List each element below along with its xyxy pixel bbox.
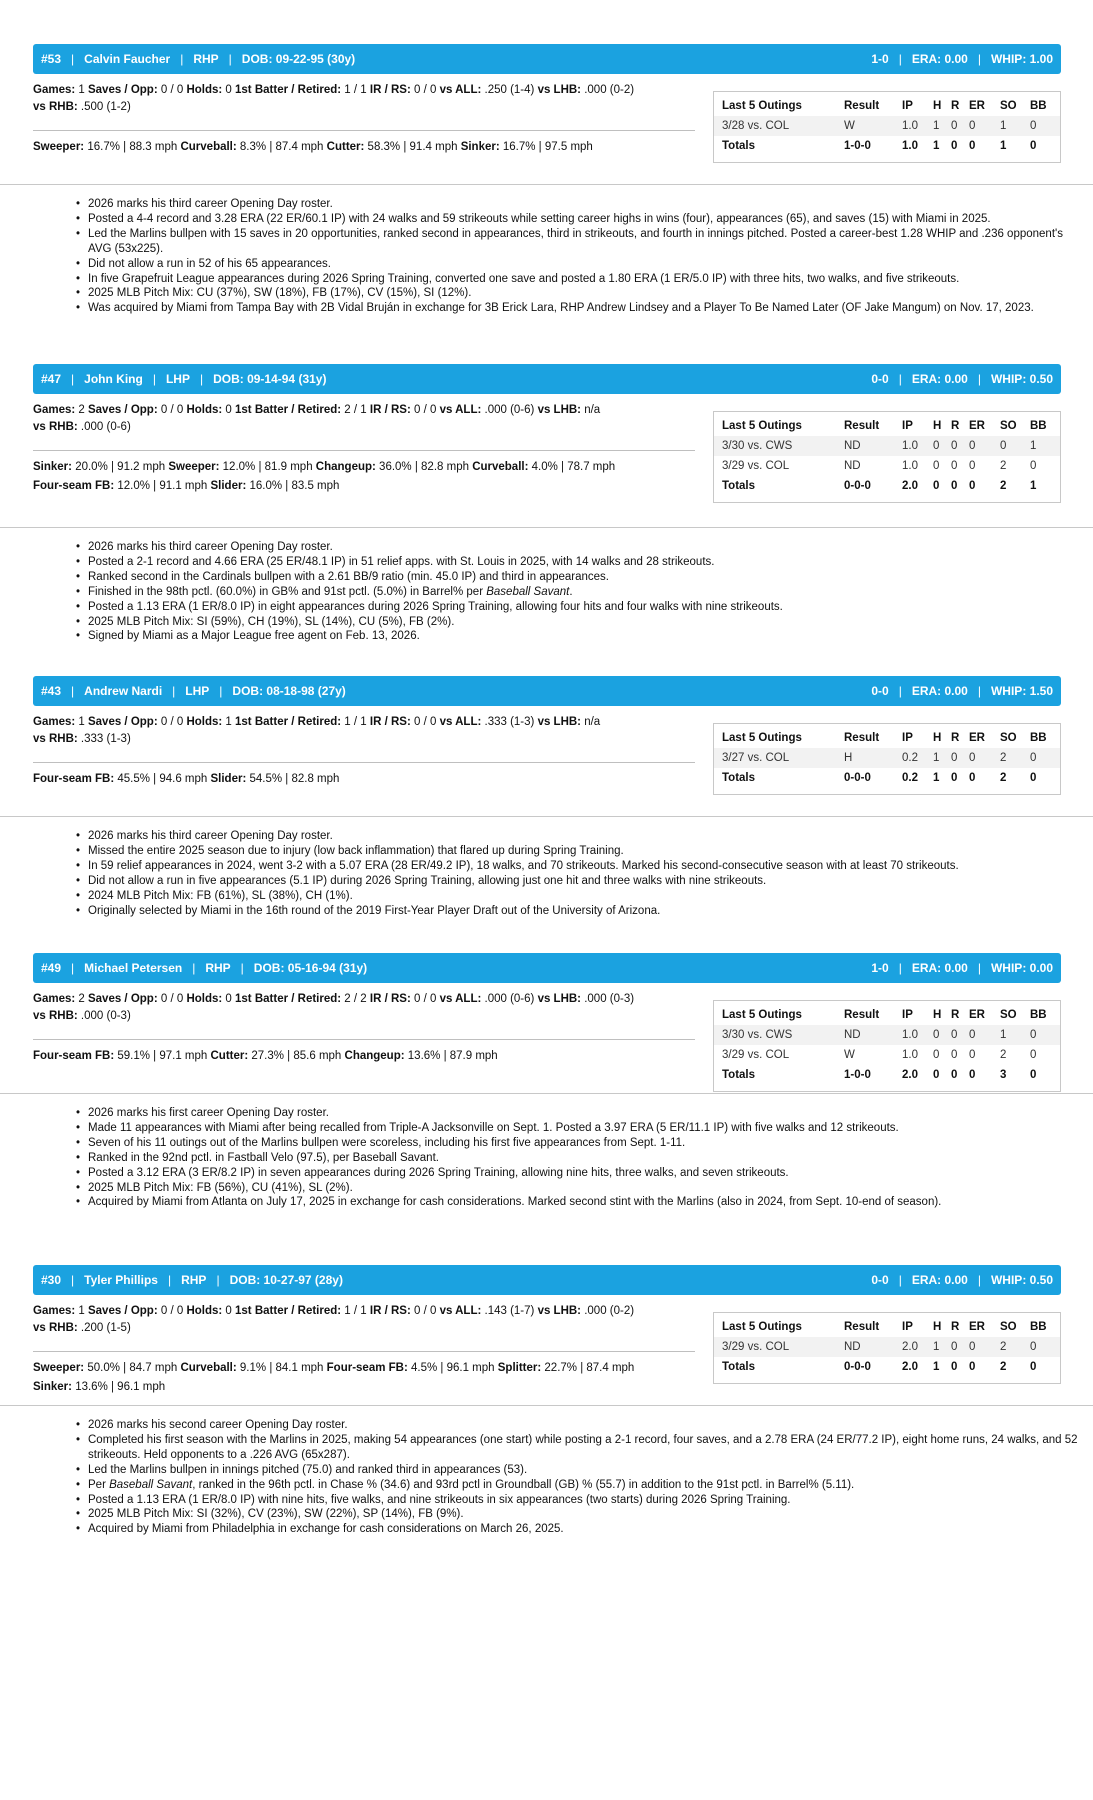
outing-result: ND	[844, 1029, 861, 1041]
note-item: • Made 11 appearances with Miami after being recalled from Triple-A Jacksonville on Sept. 1. Posted a 3.97 ERA (5 ER/11.1 IP) with five walks and 12 strikeouts.	[88, 1121, 1078, 1136]
totals-bb: 0	[1030, 772, 1037, 784]
outing-ip: 1.0	[902, 1049, 918, 1061]
player-season-line	[871, 676, 1053, 706]
section-rule	[33, 1039, 695, 1040]
note-item: • Posted a 2-1 record and 4.66 ERA (25 ER/48.1 IP) in 51 relief apps. with St. Louis in 2025, with 14 walks and 28 strikeouts.	[88, 555, 1078, 570]
player-throws: RHP	[181, 1273, 207, 1287]
col-r: R	[951, 1009, 960, 1021]
col-result: Result	[844, 732, 880, 744]
outing-er: 0	[969, 752, 976, 764]
outing-er: 0	[969, 440, 976, 452]
pitch-mix-stats: Sweeper: 16.7% | 88.3 mph Curveball: 8.3% | 87.4 mph Cutter: 58.3% | 91.4 mph Sinker: 16.7% | 97.5 mph	[33, 141, 593, 153]
note-item: • Was acquired by Miami from Tampa Bay with 2B Vidal Bruján in exchange for 3B Erick Lara, RHP Andrew Lindsey and a Player To Be Named Later (OF Jake Mangum) on Nov. 17, 2023.	[88, 301, 1078, 316]
note-item: • Acquired by Miami from Atlanta on July 17, 2025 in exchange for cash considerations. Marked second stint with the Marlins (also in 2024, from Sept. 10-end of season).	[88, 1195, 1078, 1210]
note-item: • In 59 relief appearances in 2024, went 3-2 with a 5.07 ERA (28 ER/49.2 IP), 18 walks, and 70 strikeouts. Marked his second-consecutive season with at least 70 strikeouts.	[88, 859, 1078, 874]
note-item: • 2026 marks his third career Opening Day roster.	[88, 829, 1078, 844]
col-h: H	[933, 1009, 942, 1021]
pitch-mix-stats: Sinker: 20.0% | 91.2 mph Sweeper: 12.0% | 81.9 mph Changeup: 36.0% | 82.8 mph Curveball: 4.0% | 78.7 mph Four-seam FB: 12.0% | 91.1 mph Slider: 16.0% | 83.5 mph	[33, 461, 616, 492]
separator: |	[898, 372, 902, 386]
col-so: SO	[1000, 100, 1017, 112]
pitch-mix-stats: Four-seam FB: 45.5% | 94.6 mph Slider: 54.5% | 82.8 mph	[33, 773, 340, 785]
totals-ip: 2.0	[902, 1069, 918, 1081]
player-era: ERA: 0.00	[911, 961, 968, 975]
totals-bb: 0	[1030, 140, 1037, 152]
section-rule	[33, 1351, 695, 1352]
player-notes-list	[88, 829, 1078, 918]
col-er: ER	[969, 732, 985, 744]
totals-r: 0	[951, 1361, 958, 1373]
player-throws: RHP	[193, 52, 219, 66]
separator: |	[71, 1273, 75, 1287]
split-stats: Games: 1 Saves / Opp: 0 / 0 Holds: 1 1st Batter / Retired: 1 / 1 IR / RS: 0 / 0 vs ALL: .333 (1-3) vs LHB: n/a vs RHB: .333 (1-3)	[33, 716, 601, 745]
player-dob: DOB: 09-22-95 (30y)	[241, 52, 356, 66]
player-record: 1-0	[871, 961, 889, 975]
player-era: ERA: 0.00	[911, 372, 968, 386]
col-ip: IP	[902, 100, 913, 112]
separator: |	[219, 684, 223, 698]
pitch-mix-stats: Four-seam FB: 59.1% | 97.1 mph Cutter: 27.3% | 85.6 mph Changeup: 13.6% | 87.9 mph	[33, 1050, 498, 1062]
totals-h: 1	[933, 1361, 940, 1373]
note-item: • 2026 marks his third career Opening Day roster.	[88, 197, 1078, 212]
totals-bb: 0	[1030, 1069, 1037, 1081]
player-whip: WHIP: 1.50	[990, 684, 1053, 698]
separator: |	[228, 52, 232, 66]
table-row	[714, 1337, 1060, 1357]
last-5-outings-table	[713, 723, 1061, 795]
outing-ip: 1.0	[902, 1029, 918, 1041]
totals-result: 0-0-0	[844, 1361, 871, 1373]
col-bb: BB	[1030, 732, 1047, 744]
note-item: • Acquired by Miami from Philadelphia in exchange for cash considerations on March 26, 2025.	[88, 1522, 1078, 1537]
outing-game: 3/30 vs. CWS	[722, 440, 793, 452]
col-ip: IP	[902, 1321, 913, 1333]
col-r: R	[951, 1321, 960, 1333]
outing-h: 1	[933, 752, 940, 764]
outing-er: 0	[969, 1049, 976, 1061]
player-notes-list	[88, 197, 1078, 316]
note-item: • Completed his first season with the Marlins in 2025, making 54 appearances (one start) while posting a 2-1 record, four saves, and a 2.78 ERA (24 ER/77.2 IP), eight home runs, 24 walks, and 52 strikeouts. Held opponents to a .226 AVG (65x287).	[88, 1433, 1078, 1463]
col-so: SO	[1000, 732, 1017, 744]
totals-label: Totals	[722, 480, 756, 492]
totals-result: 1-0-0	[844, 1069, 871, 1081]
note-item: • Did not allow a run in five appearances (5.1 IP) during 2026 Spring Training, allowing just one hit and three walks with nine strikeouts.	[88, 874, 1078, 889]
note-item: • Per Baseball Savant, ranked in the 96th pctl. in Chase % (34.6) and 93rd pctl in Groundball (GB) % (55.7) in addition to the 91st pctl. in Barrel% (5.11).	[88, 1478, 1078, 1493]
col-ip: IP	[902, 1009, 913, 1021]
outing-r: 0	[951, 752, 958, 764]
totals-label: Totals	[722, 1361, 756, 1373]
player-dob: DOB: 10-27-97 (28y)	[229, 1273, 343, 1287]
note-item: • Led the Marlins bullpen in innings pitched (75.0) and ranked third in appearances (53).	[88, 1463, 1078, 1478]
totals-r: 0	[951, 1069, 958, 1081]
split-stats: Games: 2 Saves / Opp: 0 / 0 Holds: 0 1st Batter / Retired: 2 / 2 IR / RS: 0 / 0 vs ALL: .000 (0-6) vs LHB: .000 (0-3) vs RHB: .000 (0-3)	[33, 993, 635, 1022]
split-stats: Games: 1 Saves / Opp: 0 / 0 Holds: 0 1st Batter / Retired: 1 / 1 IR / RS: 0 / 0 vs ALL: .250 (1-4) vs LHB: .000 (0-2) vs RHB: .500 (1-2)	[33, 84, 635, 113]
player-throws: LHP	[165, 372, 190, 386]
col-result: Result	[844, 1321, 880, 1333]
totals-er: 0	[969, 1361, 976, 1373]
table-header-row	[714, 416, 1060, 436]
table-header-row	[714, 1005, 1060, 1025]
separator: |	[898, 961, 902, 975]
outing-result: W	[844, 1049, 855, 1061]
note-item: • Signed by Miami as a Major League free agent on Feb. 13, 2026.	[88, 629, 1078, 644]
player-number: #53	[41, 52, 62, 66]
player-whip: WHIP: 0.50	[990, 372, 1053, 386]
outing-game: 3/27 vs. COL	[722, 752, 790, 764]
note-item: • Ranked second in the Cardinals bullpen with a 2.61 BB/9 ratio (min. 45.0 IP) and third in appearances.	[88, 570, 1078, 585]
player-name: Michael Petersen	[84, 961, 183, 975]
outing-bb: 0	[1030, 1341, 1037, 1353]
totals-er: 0	[969, 480, 976, 492]
note-item: • Originally selected by Miami in the 16th round of the 2019 First-Year Player Draft out of the University of Arizona.	[88, 904, 1078, 919]
player-identity	[41, 1265, 343, 1295]
col-outings: Last 5 Outings	[722, 420, 802, 432]
separator: |	[71, 961, 75, 975]
player-header-bar	[33, 676, 1061, 706]
note-item: • 2026 marks his first career Opening Day roster.	[88, 1106, 1078, 1121]
outing-bb: 1	[1030, 440, 1037, 452]
col-r: R	[951, 732, 960, 744]
separator: |	[977, 52, 981, 66]
outing-so: 1	[1000, 120, 1007, 132]
outing-er: 0	[969, 1029, 976, 1041]
col-so: SO	[1000, 420, 1017, 432]
note-item: • Did not allow a run in 52 of his 65 appearances.	[88, 257, 1078, 272]
player-name: Calvin Faucher	[84, 52, 171, 66]
player-header-bar	[33, 953, 1061, 983]
outing-ip: 1.0	[902, 440, 918, 452]
outing-er: 0	[969, 1341, 976, 1353]
note-item: • 2024 MLB Pitch Mix: FB (61%), SL (38%), CH (1%).	[88, 889, 1078, 904]
col-er: ER	[969, 420, 985, 432]
col-result: Result	[844, 420, 880, 432]
col-er: ER	[969, 100, 985, 112]
section-rule	[33, 450, 695, 451]
player-throws: RHP	[205, 961, 231, 975]
outing-r: 0	[951, 460, 958, 472]
col-result: Result	[844, 100, 880, 112]
totals-ip: 1.0	[902, 140, 918, 152]
totals-so: 3	[1000, 1069, 1007, 1081]
totals-h: 0	[933, 1069, 940, 1081]
outing-h: 0	[933, 1029, 940, 1041]
outing-h: 0	[933, 460, 940, 472]
col-h: H	[933, 1321, 942, 1333]
totals-er: 0	[969, 772, 976, 784]
totals-label: Totals	[722, 1069, 756, 1081]
col-so: SO	[1000, 1009, 1017, 1021]
col-ip: IP	[902, 420, 913, 432]
table-row	[714, 748, 1060, 768]
col-h: H	[933, 420, 942, 432]
outing-game: 3/29 vs. COL	[722, 460, 790, 472]
totals-row	[714, 476, 1060, 496]
outing-result: H	[844, 752, 853, 764]
col-h: H	[933, 732, 942, 744]
totals-label: Totals	[722, 140, 756, 152]
totals-h: 1	[933, 140, 940, 152]
outing-h: 1	[933, 1341, 940, 1353]
col-ip: IP	[902, 732, 913, 744]
totals-row	[714, 136, 1060, 156]
col-result: Result	[844, 1009, 880, 1021]
player-number: #49	[41, 961, 62, 975]
totals-ip: 2.0	[902, 1361, 918, 1373]
player-notes-list	[88, 1106, 1078, 1210]
player-record: 0-0	[871, 684, 889, 698]
outing-h: 0	[933, 440, 940, 452]
player-identity	[41, 44, 355, 74]
player-season-line	[871, 953, 1053, 983]
separator: |	[977, 961, 981, 975]
last-5-outings-table	[713, 411, 1061, 503]
outing-r: 0	[951, 440, 958, 452]
player-record: 0-0	[871, 372, 889, 386]
col-er: ER	[969, 1321, 985, 1333]
player-whip: WHIP: 0.00	[990, 961, 1053, 975]
totals-so: 2	[1000, 772, 1007, 784]
player-identity	[41, 676, 346, 706]
col-bb: BB	[1030, 100, 1047, 112]
separator: |	[977, 684, 981, 698]
player-name: Andrew Nardi	[84, 684, 163, 698]
section-divider	[0, 527, 1093, 528]
note-item: • 2026 marks his third career Opening Day roster.	[88, 540, 1078, 555]
col-bb: BB	[1030, 1009, 1047, 1021]
outing-so: 2	[1000, 752, 1007, 764]
col-bb: BB	[1030, 1321, 1047, 1333]
player-record: 0-0	[871, 1273, 889, 1287]
outing-h: 0	[933, 1049, 940, 1061]
col-outings: Last 5 Outings	[722, 1321, 802, 1333]
note-item: • Finished in the 98th pctl. (60.0%) in GB% and 91st pctl. (5.0%) in Barrel% per Baseball Savant.	[88, 585, 1078, 600]
totals-ip: 2.0	[902, 480, 918, 492]
note-item: • In five Grapefruit League appearances during 2026 Spring Training, converted one save and posted a 1.80 ERA (1 ER/5.0 IP) with three hits, two walks, and five strikeouts.	[88, 272, 1078, 287]
outing-game: 3/29 vs. COL	[722, 1049, 790, 1061]
outing-h: 1	[933, 120, 940, 132]
player-notes-list	[88, 540, 1078, 644]
split-stats: Games: 1 Saves / Opp: 0 / 0 Holds: 0 1st Batter / Retired: 1 / 1 IR / RS: 0 / 0 vs ALL: .143 (1-7) vs LHB: .000 (0-2) vs RHB: .200 (1-5)	[33, 1305, 635, 1334]
outing-result: W	[844, 120, 855, 132]
separator: |	[199, 372, 204, 386]
outing-r: 0	[951, 1341, 958, 1353]
outing-er: 0	[969, 460, 976, 472]
totals-row	[714, 1357, 1060, 1377]
outing-ip: 0.2	[902, 752, 918, 764]
outing-result: ND	[844, 1341, 861, 1353]
totals-result: 1-0-0	[844, 140, 871, 152]
separator: |	[71, 684, 75, 698]
separator: |	[180, 52, 184, 66]
totals-label: Totals	[722, 772, 756, 784]
outing-game: 3/28 vs. COL	[722, 120, 790, 132]
last-5-outings-table	[713, 1312, 1061, 1384]
note-item: • Posted a 4-4 record and 3.28 ERA (22 ER/60.1 IP) with 24 walks and 59 strikeouts while setting career highs in wins (four), appearances (65), and saves (15) with Miami in 2025.	[88, 212, 1078, 227]
note-item: • 2025 MLB Pitch Mix: SI (32%), CV (23%), SW (22%), SP (14%), FB (9%).	[88, 1507, 1078, 1522]
note-item: • Posted a 1.13 ERA (1 ER/8.0 IP) in eight appearances during 2026 Spring Training, allowing four hits and four walks with nine strikeouts.	[88, 600, 1078, 615]
player-era: ERA: 0.00	[911, 1273, 968, 1287]
col-outings: Last 5 Outings	[722, 100, 802, 112]
totals-r: 0	[951, 480, 958, 492]
outing-bb: 0	[1030, 752, 1037, 764]
player-season-line	[871, 1265, 1053, 1295]
separator: |	[240, 961, 244, 975]
section-divider	[0, 816, 1093, 817]
col-outings: Last 5 Outings	[722, 732, 802, 744]
note-item: • 2025 MLB Pitch Mix: FB (56%), CU (41%), SL (2%).	[88, 1181, 1078, 1196]
totals-so: 2	[1000, 480, 1007, 492]
note-item: • Missed the entire 2025 season due to injury (low back inflammation) that flared up during Spring Training.	[88, 844, 1078, 859]
separator: |	[898, 1273, 902, 1287]
table-row	[714, 456, 1060, 476]
col-r: R	[951, 100, 960, 112]
section-divider	[0, 1405, 1093, 1406]
totals-er: 0	[969, 1069, 976, 1081]
separator: |	[71, 52, 75, 66]
player-identity	[41, 364, 326, 394]
player-notes-list	[88, 1418, 1078, 1537]
player-header-bar	[33, 364, 1061, 394]
separator: |	[977, 372, 981, 386]
outing-result: ND	[844, 460, 861, 472]
separator: |	[977, 1273, 981, 1287]
outing-bb: 0	[1030, 1049, 1037, 1061]
col-h: H	[933, 100, 942, 112]
outing-er: 0	[969, 120, 976, 132]
player-season-line	[871, 364, 1053, 394]
outing-so: 2	[1000, 1049, 1007, 1061]
totals-r: 0	[951, 772, 958, 784]
outing-game: 3/29 vs. COL	[722, 1341, 790, 1353]
totals-h: 0	[933, 480, 940, 492]
totals-so: 1	[1000, 140, 1007, 152]
section-divider	[0, 1093, 1093, 1094]
outing-ip: 2.0	[902, 1341, 918, 1353]
player-number: #30	[41, 1273, 62, 1287]
outing-r: 0	[951, 120, 958, 132]
totals-result: 0-0-0	[844, 480, 871, 492]
totals-r: 0	[951, 140, 958, 152]
player-header-bar	[33, 44, 1061, 74]
table-row	[714, 1025, 1060, 1045]
note-item: • Led the Marlins bullpen with 15 saves in 20 opportunities, ranked second in appearances, third in strikeouts, and fourth in innings pitched. Posted a career-best 1.28 WHIP and .236 opponent's AVG (53x225).	[88, 227, 1078, 257]
player-dob: DOB: 05-16-94 (31y)	[253, 961, 368, 975]
totals-so: 2	[1000, 1361, 1007, 1373]
separator: |	[172, 684, 176, 698]
outing-so: 1	[1000, 1029, 1007, 1041]
table-header-row	[714, 1317, 1060, 1337]
outing-so: 0	[1000, 440, 1007, 452]
outing-bb: 0	[1030, 120, 1037, 132]
note-item: • Ranked in the 92nd pctl. in Fastball Velo (97.5), per Baseball Savant.	[88, 1151, 1078, 1166]
player-name: John King	[84, 372, 143, 386]
totals-er: 0	[969, 140, 976, 152]
player-header-bar	[33, 1265, 1061, 1295]
last-5-outings-table	[713, 91, 1061, 163]
table-row	[714, 116, 1060, 136]
section-rule	[33, 762, 695, 763]
outing-bb: 0	[1030, 1029, 1037, 1041]
totals-result: 0-0-0	[844, 772, 871, 784]
outing-so: 2	[1000, 1341, 1007, 1353]
totals-bb: 1	[1030, 480, 1037, 492]
separator: |	[71, 372, 75, 386]
separator: |	[152, 372, 156, 386]
note-item: • 2026 marks his second career Opening Day roster.	[88, 1418, 1078, 1433]
col-er: ER	[969, 1009, 985, 1021]
note-item: • Seven of his 11 outings out of the Marlins bullpen were scoreless, including his first five appearances from Sept. 1-11.	[88, 1136, 1078, 1151]
pitch-mix-stats: Sweeper: 50.0% | 84.7 mph Curveball: 9.1% | 84.1 mph Four-seam FB: 4.5% | 96.1 mph Splitter: 22.7% | 87.4 mph Sinker: 13.6% | 96.1 mph	[33, 1362, 635, 1393]
section-divider	[0, 184, 1093, 185]
totals-h: 1	[933, 772, 940, 784]
outing-bb: 0	[1030, 460, 1037, 472]
player-number: #47	[41, 372, 62, 386]
player-dob: DOB: 08-18-98 (27y)	[232, 684, 346, 698]
player-record: 1-0	[871, 52, 889, 66]
player-dob: DOB: 09-14-94 (31y)	[213, 372, 327, 386]
note-item: • Posted a 3.12 ERA (3 ER/8.2 IP) in seven appearances during 2026 Spring Training, allowing nine hits, three walks, and seven strikeouts.	[88, 1166, 1078, 1181]
player-whip: WHIP: 1.00	[990, 52, 1053, 66]
separator: |	[167, 1273, 172, 1287]
table-header-row	[714, 96, 1060, 116]
table-header-row	[714, 728, 1060, 748]
note-item: • 2025 MLB Pitch Mix: SI (59%), CH (19%), SL (14%), CU (5%), FB (2%).	[88, 615, 1078, 630]
totals-row	[714, 1065, 1060, 1085]
outing-r: 0	[951, 1029, 958, 1041]
separator: |	[898, 684, 902, 698]
col-bb: BB	[1030, 420, 1047, 432]
totals-bb: 0	[1030, 1361, 1037, 1373]
player-identity	[41, 953, 367, 983]
outing-r: 0	[951, 1049, 958, 1061]
table-row	[714, 1045, 1060, 1065]
separator: |	[216, 1273, 220, 1287]
col-outings: Last 5 Outings	[722, 1009, 802, 1021]
table-row	[714, 436, 1060, 456]
outing-game: 3/30 vs. CWS	[722, 1029, 793, 1041]
outing-ip: 1.0	[902, 460, 918, 472]
last-5-outings-table	[713, 1000, 1061, 1092]
separator: |	[192, 961, 196, 975]
outing-result: ND	[844, 440, 861, 452]
player-number: #43	[41, 684, 62, 698]
player-name: Tyler Phillips	[84, 1273, 158, 1287]
split-stats: Games: 2 Saves / Opp: 0 / 0 Holds: 0 1st Batter / Retired: 2 / 1 IR / RS: 0 / 0 vs ALL: .000 (0-6) vs LHB: n/a vs RHB: .000 (0-6)	[33, 404, 601, 433]
outing-ip: 1.0	[902, 120, 918, 132]
player-season-line	[871, 44, 1053, 74]
player-whip: WHIP: 0.50	[990, 1273, 1053, 1287]
player-throws: LHP	[185, 684, 210, 698]
totals-row	[714, 768, 1060, 788]
totals-ip: 0.2	[902, 772, 918, 784]
outing-so: 2	[1000, 460, 1007, 472]
col-so: SO	[1000, 1321, 1017, 1333]
note-item: • Posted a 1.13 ERA (1 ER/8.0 IP) with nine hits, five walks, and nine strikeouts in six appearances (two starts) during 2026 Spring Training.	[88, 1493, 1078, 1508]
col-r: R	[951, 420, 960, 432]
note-item: • 2025 MLB Pitch Mix: CU (37%), SW (18%), FB (17%), CV (15%), SI (12%).	[88, 286, 1078, 301]
player-era: ERA: 0.00	[911, 52, 968, 66]
section-rule	[33, 130, 695, 131]
separator: |	[898, 52, 902, 66]
player-era: ERA: 0.00	[911, 684, 968, 698]
